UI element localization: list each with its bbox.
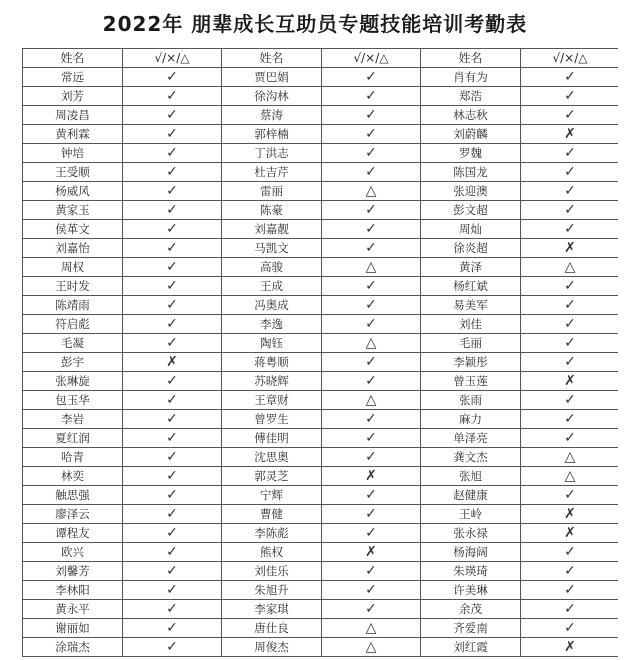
attendance-mark-present: ✓	[521, 201, 619, 220]
attendee-name: 徐炎超	[421, 239, 521, 258]
table-row	[23, 220, 619, 239]
table-row	[23, 353, 619, 372]
attendee-name: 杨威风	[23, 182, 123, 201]
attendance-mark-present: ✓	[123, 68, 222, 87]
attendee-name: 黄家玉	[23, 201, 123, 220]
attendance-mark-present: ✓	[521, 543, 619, 562]
attendee-name: 郭梓楠	[222, 125, 322, 144]
attendee-name: 张迎澳	[421, 182, 521, 201]
attendee-name: 刘嘉靓	[222, 220, 322, 239]
attendance-mark-present: ✓	[322, 296, 421, 315]
table-row	[23, 296, 619, 315]
attendee-name: 刘芳	[23, 87, 123, 106]
attendee-name: 彭宇	[23, 353, 123, 372]
attendee-name: 侯革文	[23, 220, 123, 239]
attendance-mark-present: ✓	[322, 277, 421, 296]
attendee-name: 王岭	[421, 505, 521, 524]
attendance-mark-late: △	[322, 182, 421, 201]
attendance-mark-absent: ✗	[322, 543, 421, 562]
table-row	[23, 410, 619, 429]
attendance-mark-late: △	[322, 638, 421, 657]
table-row	[23, 429, 619, 448]
attendee-name: 陈国龙	[421, 163, 521, 182]
attendance-mark-present: ✓	[521, 581, 619, 600]
attendee-name: 触思强	[23, 486, 123, 505]
attendee-name: 马凯文	[222, 239, 322, 258]
attendee-name: 包玉华	[23, 391, 123, 410]
attendance-mark-late: △	[521, 448, 619, 467]
attendance-table	[22, 48, 618, 657]
attendance-mark-present: ✓	[123, 201, 222, 220]
attendance-mark-present: ✓	[521, 391, 619, 410]
attendee-name: 刘嘉怡	[23, 239, 123, 258]
sheet-title: 2022年 朋辈成长互助员专题技能培训考勤表	[102, 12, 528, 36]
attendance-mark-present: ✓	[123, 239, 222, 258]
attendee-name: 李陈彪	[222, 524, 322, 543]
attendance-mark-absent: ✗	[521, 524, 619, 543]
attendance-mark-present: ✓	[322, 429, 421, 448]
attendee-name: 郑浩	[421, 87, 521, 106]
attendee-name: 符启彪	[23, 315, 123, 334]
table-row	[23, 600, 619, 619]
attendee-name: 曾罗生	[222, 410, 322, 429]
attendance-mark-present: ✓	[521, 600, 619, 619]
attendance-mark-present: ✓	[322, 372, 421, 391]
attendance-mark-late: △	[322, 258, 421, 277]
attendee-name: 傅佳明	[222, 429, 322, 448]
attendance-mark-late: △	[521, 258, 619, 277]
attendance-mark-present: ✓	[322, 144, 421, 163]
attendee-name: 李家琪	[222, 600, 322, 619]
attendee-name: 欧兴	[23, 543, 123, 562]
attendee-name: 刘佳乐	[222, 562, 322, 581]
table-row	[23, 619, 619, 638]
attendance-mark-present: ✓	[322, 562, 421, 581]
table-row	[23, 315, 619, 334]
attendance-mark-present: ✓	[123, 182, 222, 201]
mark-column-header: √/×/△	[521, 49, 619, 68]
attendee-name: 苏晓辉	[222, 372, 322, 391]
attendance-mark-present: ✓	[123, 638, 222, 657]
attendee-name: 刘红霞	[421, 638, 521, 657]
attendee-name: 陈豪	[222, 201, 322, 220]
table-row	[23, 182, 619, 201]
attendance-mark-late: △	[322, 334, 421, 353]
attendee-name: 常远	[23, 68, 123, 87]
attendee-name: 钟培	[23, 144, 123, 163]
attendance-mark-present: ✓	[322, 125, 421, 144]
attendance-mark-present: ✓	[123, 543, 222, 562]
table-header-row	[23, 49, 619, 68]
attendance-mark-present: ✓	[123, 391, 222, 410]
attendee-name: 单泽亮	[421, 429, 521, 448]
attendance-mark-present: ✓	[322, 600, 421, 619]
attendance-mark-present: ✓	[521, 486, 619, 505]
table-row	[23, 505, 619, 524]
attendance-mark-present: ✓	[123, 277, 222, 296]
attendance-mark-present: ✓	[322, 315, 421, 334]
table-row	[23, 562, 619, 581]
attendee-name: 赵健康	[421, 486, 521, 505]
attendee-name: 蔡涛	[222, 106, 322, 125]
attendance-mark-present: ✓	[123, 410, 222, 429]
attendance-mark-present: ✓	[322, 220, 421, 239]
table-row	[23, 201, 619, 220]
attendee-name: 齐爱南	[421, 619, 521, 638]
table-row	[23, 277, 619, 296]
table-row	[23, 524, 619, 543]
attendance-mark-present: ✓	[123, 372, 222, 391]
table-row	[23, 543, 619, 562]
attendee-name: 熊权	[222, 543, 322, 562]
attendance-mark-present: ✓	[521, 334, 619, 353]
attendance-sheet	[22, 48, 618, 660]
table-row	[23, 334, 619, 353]
attendance-mark-present: ✓	[123, 581, 222, 600]
attendee-name: 冯奥成	[222, 296, 322, 315]
attendance-mark-present: ✓	[322, 239, 421, 258]
attendance-mark-present: ✓	[123, 144, 222, 163]
attendance-mark-present: ✓	[521, 68, 619, 87]
table-row	[23, 68, 619, 87]
attendance-mark-present: ✓	[521, 562, 619, 581]
attendee-name: 陶钰	[222, 334, 322, 353]
attendee-name: 丁洪志	[222, 144, 322, 163]
attendee-name: 龚文杰	[421, 448, 521, 467]
attendee-name: 王章财	[222, 391, 322, 410]
table-row	[23, 638, 619, 657]
attendance-mark-present: ✓	[521, 106, 619, 125]
attendee-name: 刘蔚麟	[421, 125, 521, 144]
attendance-mark-present: ✓	[123, 562, 222, 581]
attendee-name: 许美琳	[421, 581, 521, 600]
attendance-mark-present: ✓	[322, 448, 421, 467]
attendee-name: 易美军	[421, 296, 521, 315]
attendee-name: 黄永平	[23, 600, 123, 619]
attendance-mark-present: ✓	[123, 429, 222, 448]
attendee-name: 王成	[222, 277, 322, 296]
attendee-name: 徐沟林	[222, 87, 322, 106]
attendee-name: 刘馨芳	[23, 562, 123, 581]
attendee-name: 张旭	[421, 467, 521, 486]
attendance-mark-late: △	[322, 619, 421, 638]
attendee-name: 谢丽如	[23, 619, 123, 638]
attendance-mark-present: ✓	[322, 581, 421, 600]
attendee-name: 黄利霖	[23, 125, 123, 144]
table-row	[23, 372, 619, 391]
attendance-mark-present: ✓	[322, 201, 421, 220]
table-row	[23, 467, 619, 486]
attendee-name: 林志秋	[421, 106, 521, 125]
attendee-name: 张雨	[421, 391, 521, 410]
attendee-name: 李岩	[23, 410, 123, 429]
attendee-name: 夏红润	[23, 429, 123, 448]
attendance-mark-present: ✓	[322, 486, 421, 505]
name-column-header: 姓名	[23, 49, 123, 68]
attendance-mark-absent: ✗	[521, 505, 619, 524]
attendance-mark-present: ✓	[123, 600, 222, 619]
table-row	[23, 486, 619, 505]
attendance-mark-late: △	[322, 391, 421, 410]
attendance-mark-late: △	[521, 467, 619, 486]
attendance-mark-present: ✓	[322, 505, 421, 524]
attendance-mark-present: ✓	[322, 87, 421, 106]
attendee-name: 高骏	[222, 258, 322, 277]
attendee-name: 黄泽	[421, 258, 521, 277]
table-row	[23, 144, 619, 163]
attendance-mark-absent: ✗	[521, 638, 619, 657]
attendance-mark-present: ✓	[322, 524, 421, 543]
attendee-name: 王时发	[23, 277, 123, 296]
attendance-mark-absent: ✗	[123, 353, 222, 372]
table-row	[23, 87, 619, 106]
attendance-mark-present: ✓	[123, 125, 222, 144]
attendance-mark-present: ✓	[521, 315, 619, 334]
attendance-mark-present: ✓	[521, 410, 619, 429]
attendee-name: 廖泽云	[23, 505, 123, 524]
table-row	[23, 106, 619, 125]
attendee-name: 陈靖雨	[23, 296, 123, 315]
attendance-mark-present: ✓	[521, 87, 619, 106]
name-column-header: 姓名	[222, 49, 322, 68]
attendance-mark-absent: ✗	[521, 372, 619, 391]
attendance-mark-present: ✓	[322, 106, 421, 125]
attendance-mark-present: ✓	[123, 486, 222, 505]
attendee-name: 毛丽	[421, 334, 521, 353]
name-column-header: 姓名	[421, 49, 521, 68]
attendee-name: 麻力	[421, 410, 521, 429]
attendance-mark-present: ✓	[123, 467, 222, 486]
attendee-name: 周灿	[421, 220, 521, 239]
table-row	[23, 448, 619, 467]
attendance-mark-present: ✓	[521, 144, 619, 163]
attendee-name: 周俊杰	[222, 638, 322, 657]
attendance-mark-present: ✓	[322, 68, 421, 87]
attendance-mark-present: ✓	[123, 334, 222, 353]
attendance-mark-present: ✓	[521, 163, 619, 182]
attendance-mark-absent: ✗	[521, 125, 619, 144]
attendance-mark-absent: ✗	[322, 467, 421, 486]
table-row	[23, 239, 619, 258]
attendee-name: 毛凝	[23, 334, 123, 353]
attendance-mark-absent: ✗	[521, 239, 619, 258]
attendee-name: 林奕	[23, 467, 123, 486]
attendee-name: 宁辉	[222, 486, 322, 505]
attendee-name: 蒋粤顺	[222, 353, 322, 372]
attendance-mark-present: ✓	[123, 258, 222, 277]
attendee-name: 谭程友	[23, 524, 123, 543]
attendee-name: 涂瑞杰	[23, 638, 123, 657]
table-row	[23, 391, 619, 410]
attendee-name: 哈青	[23, 448, 123, 467]
table-row	[23, 581, 619, 600]
attendance-mark-present: ✓	[521, 182, 619, 201]
attendee-name: 朱旭升	[222, 581, 322, 600]
attendance-mark-present: ✓	[521, 353, 619, 372]
attendee-name: 李逸	[222, 315, 322, 334]
table-body	[23, 68, 619, 657]
attendee-name: 沈思奥	[222, 448, 322, 467]
attendance-mark-present: ✓	[123, 619, 222, 638]
attendance-mark-present: ✓	[123, 220, 222, 239]
table-row	[23, 163, 619, 182]
attendee-name: 李林阳	[23, 581, 123, 600]
attendance-mark-present: ✓	[322, 353, 421, 372]
attendance-mark-present: ✓	[521, 429, 619, 448]
attendee-name: 彭文超	[421, 201, 521, 220]
attendee-name: 雷丽	[222, 182, 322, 201]
attendee-name: 唐仕良	[222, 619, 322, 638]
attendance-mark-present: ✓	[521, 296, 619, 315]
attendance-mark-present: ✓	[322, 410, 421, 429]
attendance-mark-present: ✓	[123, 106, 222, 125]
attendee-name: 杨红斌	[421, 277, 521, 296]
attendee-name: 余茂	[421, 600, 521, 619]
table-row	[23, 125, 619, 144]
attendance-mark-present: ✓	[123, 163, 222, 182]
attendee-name: 杨海阔	[421, 543, 521, 562]
attendee-name: 周凌昌	[23, 106, 123, 125]
attendance-mark-present: ✓	[123, 296, 222, 315]
attendance-mark-present: ✓	[123, 524, 222, 543]
attendance-mark-present: ✓	[521, 277, 619, 296]
mark-column-header: √/×/△	[322, 49, 421, 68]
mark-column-header: √/×/△	[123, 49, 222, 68]
table-row	[23, 258, 619, 277]
attendee-name: 张琳旋	[23, 372, 123, 391]
attendee-name: 郭灵芝	[222, 467, 322, 486]
attendance-mark-present: ✓	[521, 619, 619, 638]
attendee-name: 刘佳	[421, 315, 521, 334]
attendee-name: 张永禄	[421, 524, 521, 543]
attendee-name: 朱瑛琦	[421, 562, 521, 581]
attendee-name: 贾巴娟	[222, 68, 322, 87]
attendee-name: 周权	[23, 258, 123, 277]
attendee-name: 肖有为	[421, 68, 521, 87]
attendance-mark-present: ✓	[521, 220, 619, 239]
attendee-name: 李颖彤	[421, 353, 521, 372]
attendance-mark-present: ✓	[123, 315, 222, 334]
attendance-mark-present: ✓	[123, 448, 222, 467]
attendee-name: 王受顺	[23, 163, 123, 182]
attendee-name: 罗魏	[421, 144, 521, 163]
attendee-name: 曹健	[222, 505, 322, 524]
attendee-name: 杜吉芹	[222, 163, 322, 182]
attendance-mark-present: ✓	[322, 163, 421, 182]
attendee-name: 曾玉莲	[421, 372, 521, 391]
attendance-mark-present: ✓	[123, 505, 222, 524]
attendance-mark-present: ✓	[123, 87, 222, 106]
